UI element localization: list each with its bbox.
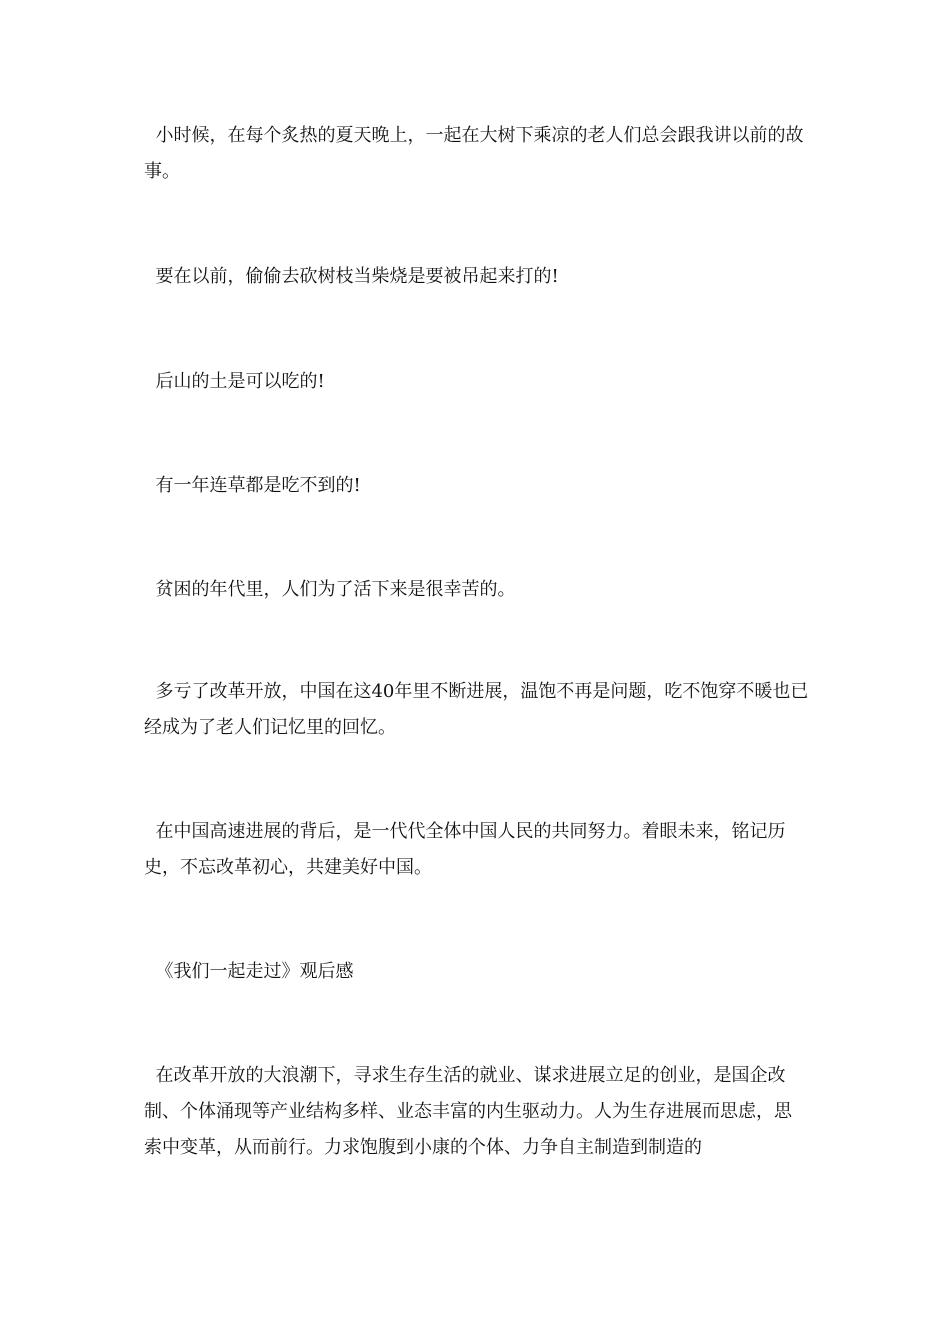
paragraph-mountain-soil: 后山的土是可以吃的! <box>144 371 325 392</box>
paragraph-childhood-stories: 小时候，在每个炙热的夏天晚上，一起在大树下乘凉的老人们总会跟我讲以前的故事。 <box>144 125 804 182</box>
paragraph-reform-wave: 在改革开放的大浪潮下，寻求生存生活的就业、谋求进展立足的创业，是国企改制、个体涌现等产业结构多样、业态丰富的内生驱动力。人为生存进展而思虑，思索中变革，从而前行。力求饱腹到小康的个体、力争自主制造到制造的 <box>144 1065 792 1158</box>
paragraph-cutting-branches: 要在以前，偷偷去砍树枝当柴烧是要被吊起来打的! <box>144 266 559 287</box>
paragraph-reform-opening: 多亏了改革开放，中国在这40年里不断进展，温饱不再是问题，吃不饱穿不暖也已经成为了老人们记忆里的回忆。 <box>144 681 809 738</box>
section-heading: 《我们一起走过》观后感 <box>144 961 354 982</box>
paragraph-hard-times: 贫困的年代里，人们为了活下来是很幸苦的。 <box>144 579 516 600</box>
paragraph-joint-efforts: 在中国高速进展的背后，是一代代全体中国人民的共同努力。着眼未来，铭记历史，不忘改革初心，共建美好中国。 <box>144 821 786 878</box>
paragraph-no-grass: 有一年连草都是吃不到的! <box>144 475 361 496</box>
